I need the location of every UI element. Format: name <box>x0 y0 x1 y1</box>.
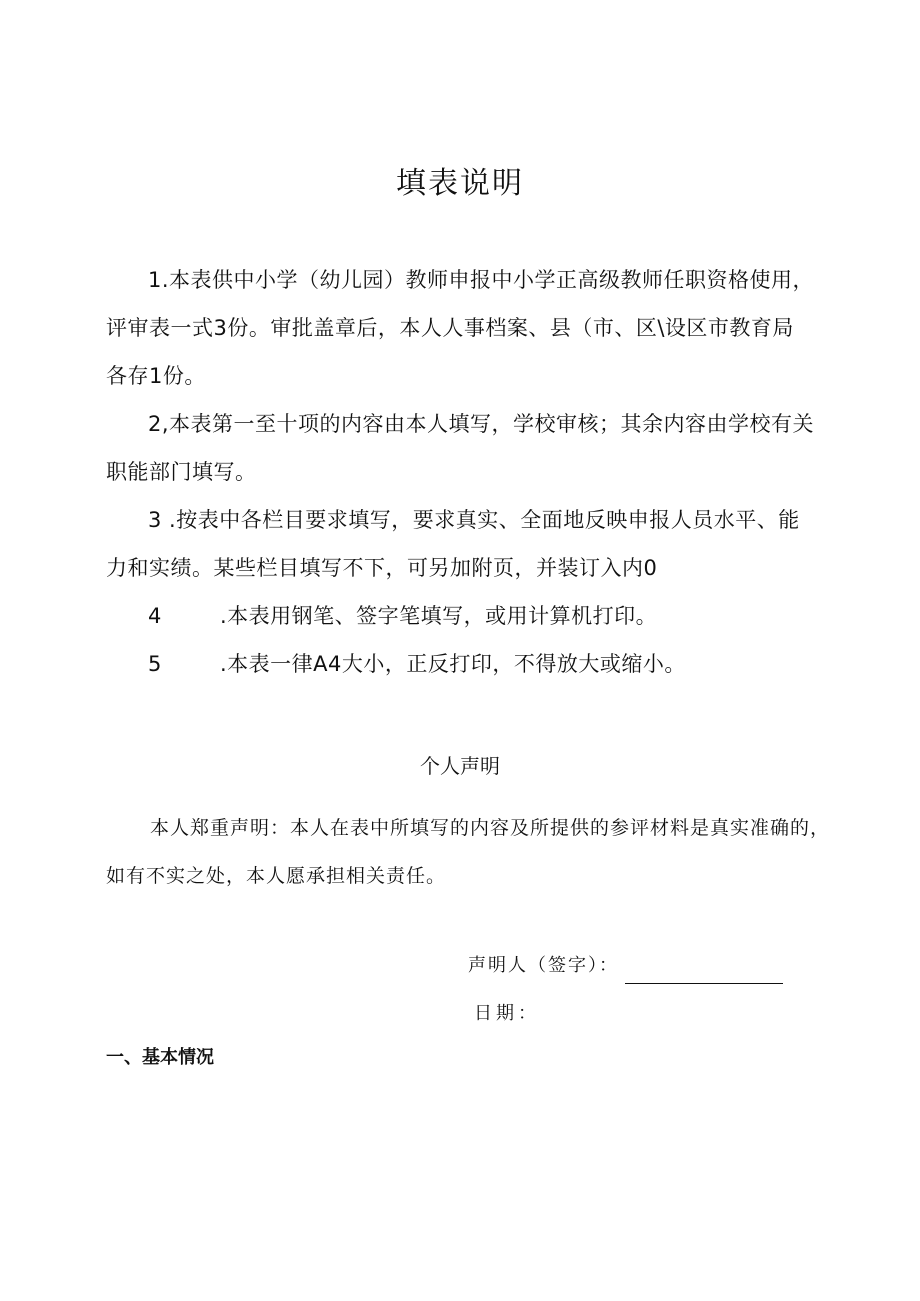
date-row <box>474 996 540 1032</box>
instruction-4-text: .本表用钢笔、签字笔填写，或用计算机打印。 <box>220 604 658 628</box>
instruction-1-line-3: 各存1份。 <box>106 364 206 388</box>
page-title: 填表说明 <box>396 166 524 201</box>
instruction-5-number: 5 <box>148 652 162 676</box>
date-label: 日期： <box>474 1003 540 1024</box>
instruction-5-text: .本表一律A4大小，正反打印，不得放大或缩小。 <box>220 652 686 676</box>
declaration-title: 个人声明 <box>420 754 500 778</box>
instruction-1-line-2: 评审表一式3份。审批盖章后，本人人事档案、县（市、区\设区市教育局 <box>106 316 794 340</box>
instruction-2-line-2: 职能部门填写。 <box>106 460 257 484</box>
signature-label: 声明人（签字）： <box>468 955 619 976</box>
instruction-4 <box>106 592 864 640</box>
declaration-line-1: 本人郑重声明：本人在表中所填写的内容及所提供的参评材料是真实准确的， <box>150 817 831 839</box>
signature-row <box>468 948 783 984</box>
instruction-5 <box>106 640 864 688</box>
signature-line[interactable] <box>625 961 783 984</box>
instruction-1-line-1: 1.本表供中小学（幼儿园）教师申报中小学正高级教师任职资格使用， <box>148 268 815 292</box>
instruction-3-line-2: 力和实绩。某些栏目填写不下，可另加附页，并装订入内0 <box>106 556 658 580</box>
instruction-3-line-1: 3 .按表中各栏目要求填写，要求真实、全面地反映申报人员水平、能 <box>148 508 800 532</box>
declaration-line-2: 如有不实之处，本人愿承担相关责任。 <box>106 865 447 887</box>
instruction-2-line-1: 2,本表第一至十项的内容由本人填写，学校审核；其余内容由学校有关 <box>148 412 815 436</box>
section-heading-basic-info: 一、基本情况 <box>106 1047 214 1068</box>
instruction-4-number: 4 <box>148 604 162 628</box>
